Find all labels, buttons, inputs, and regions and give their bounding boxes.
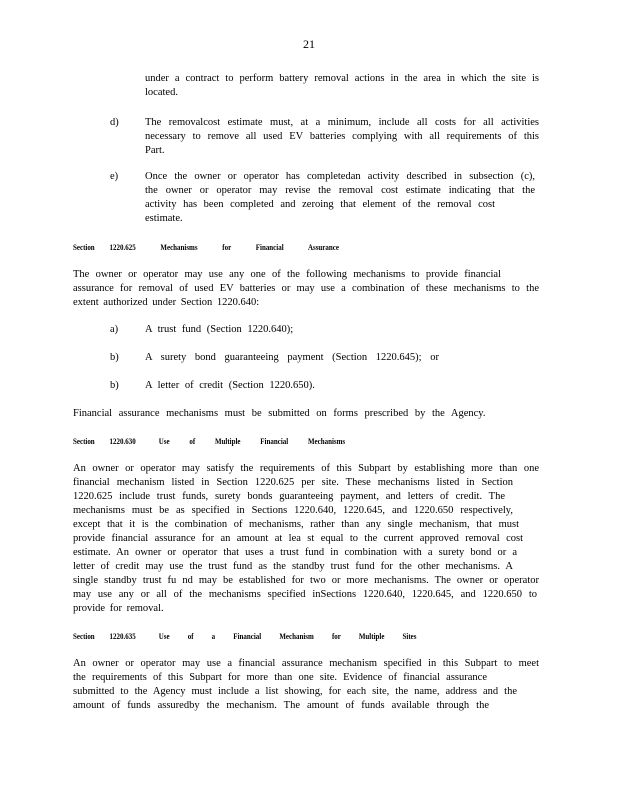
section-number: Section 1220.625: [73, 242, 136, 252]
text-line: necessary to remove all used EV batteries complying with all requirements of this: [145, 131, 539, 142]
text-line: the requirements of this Subpart for more than one site. Evidence of financial assurance: [73, 672, 487, 683]
section-title: Mechanisms for Financial Assurance: [160, 242, 339, 252]
item-paragraph: [145, 116, 539, 158]
section-title: Use of Multiple Financial Mechanisms: [158, 436, 346, 446]
section-number: Section 1220.635: [73, 631, 136, 641]
text-line: 1220.625 include trust funds, surety bonds guaranteeing payment, and letters of credit. The: [73, 491, 505, 502]
item-paragraph: [145, 170, 535, 226]
section-intro-paragraph: [73, 268, 539, 310]
text-line: Once the owner or operator has completedan activity described in subsection (c),: [145, 171, 535, 182]
text-line: activity has been completed and zeroing that element of the removal cost: [145, 199, 495, 210]
section-heading: [73, 630, 417, 642]
continuation-paragraph: [145, 72, 539, 100]
text-line: An owner or operator may satisfy the requirements of this Subpart by establishing more than one: [73, 463, 539, 474]
list-text: A trust fund (Section 1220.640);: [145, 324, 294, 335]
section-title: Use of a Financial Mechanism for Multiple Sites: [158, 631, 417, 641]
text-line: letter of credit may use the trust fund as the standby trust fund for the other mechanisms. A: [73, 561, 513, 572]
text-line: estimate.: [145, 213, 183, 224]
text-line: the owner or operator may revise the removal cost estimate indicating that the: [145, 185, 535, 196]
text-line: An owner or operator may use a financial assurance mechanism specified in this Subpart to meet: [73, 658, 539, 669]
text-line: amount of funds assuredby the mechanism. The amount of funds available through the: [73, 700, 489, 711]
text-line: located.: [145, 87, 178, 98]
text-line: extent authorized under Section 1220.640:: [73, 297, 260, 308]
section-heading: [73, 241, 339, 253]
text-line: submitted to the Agency must include a list showing, for each site, the name, address and the: [73, 686, 517, 697]
section-paragraph: [73, 657, 539, 713]
list-label: b): [110, 380, 119, 391]
text-line: estimate. An owner or operator that uses a trust fund in combination with a surety bond or a: [73, 547, 517, 558]
text-line: Part.: [145, 145, 165, 156]
text-line: provide financial assurance for an amount at lea st equal to the current approved removal cost: [73, 533, 523, 544]
text-line: The removalcost estimate must, at a minimum, include all costs for all activities: [145, 117, 539, 128]
page-number: 21: [303, 37, 315, 51]
item-label: d): [110, 117, 119, 128]
section-paragraph: [73, 462, 539, 616]
list-text: A surety bond guaranteeing payment (Section 1220.645); or: [145, 352, 439, 363]
text-line: The owner or operator may use any one of the following mechanisms to provide financial: [73, 269, 501, 280]
section-heading: [73, 435, 345, 447]
text-line: under a contract to perform battery removal actions in the area in which the site is: [145, 73, 539, 84]
text-line: provide for removal.: [73, 603, 164, 614]
section-number: Section 1220.630: [73, 436, 136, 446]
text-line: single standby trust fu nd may be established for two or more mechanisms. The owner or operator: [73, 575, 539, 586]
section-closing-text: Financial assurance mechanisms must be submitted on forms prescribed by the Agency.: [73, 408, 486, 419]
item-label: e): [110, 171, 119, 182]
text-line: mechanisms must be as specified in Sections 1220.640, 1220.645, and 1220.650 respectively,: [73, 505, 513, 516]
list-label: b): [110, 352, 119, 363]
text-line: financial mechanism listed in Section 1220.625 per site. These mechanisms listed in Section: [73, 477, 513, 488]
text-line: except that it is the combination of mechanisms, rather than any single mechanism, that must: [73, 519, 519, 530]
text-line: assurance for removal of used EV batteries or may use a combination of these mechanisms to the: [73, 283, 539, 294]
text-line: may use any or all of the mechanisms specified inSections 1220.640, 1220.645, and 1220.650 to: [73, 589, 537, 600]
list-text: A letter of credit (Section 1220.650).: [145, 380, 315, 391]
list-label: a): [110, 324, 119, 335]
